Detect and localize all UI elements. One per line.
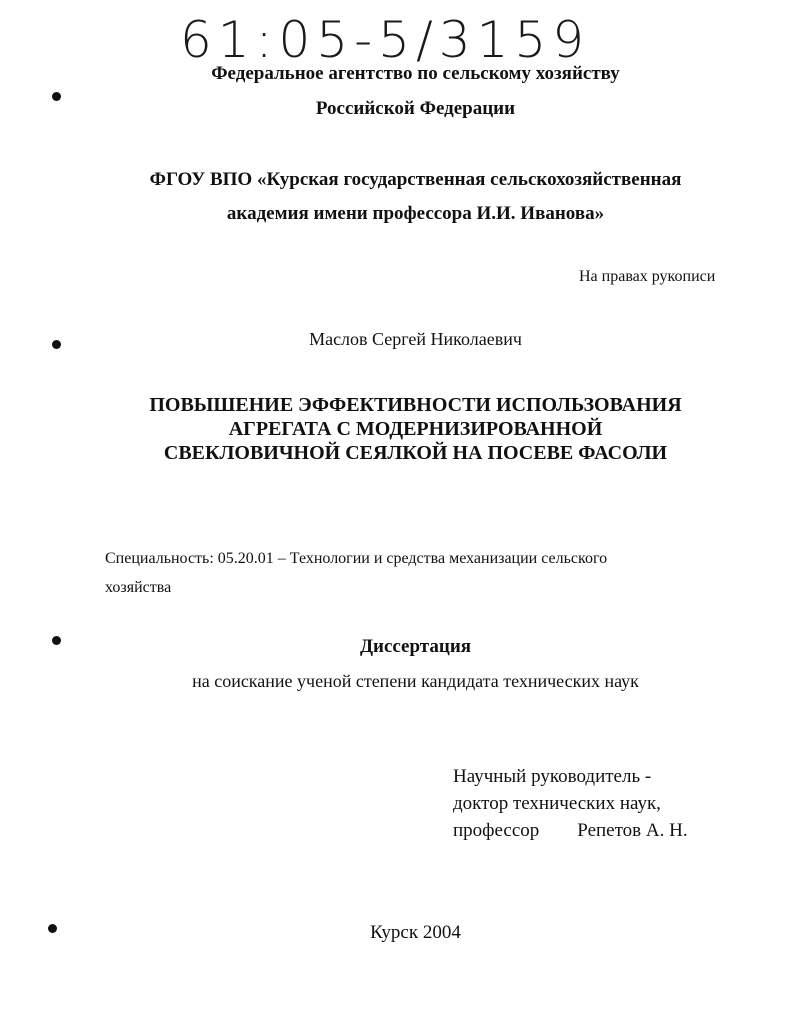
author-name: Маслов Сергей Николаевич	[309, 329, 522, 349]
city-year: Курск 2004	[370, 922, 461, 943]
archive-number: 61:05-5/3159	[180, 11, 591, 69]
agency-line-2: Российской Федерации	[315, 98, 516, 119]
supervisor-role: профессор	[453, 820, 540, 841]
rights-note: На правах рукописи	[579, 268, 716, 285]
specialty-line-1: Специальность: 05.20.01 – Технологии и средства механизации сельского	[105, 550, 608, 567]
supervisor-line-1: Научный руководитель -	[453, 766, 652, 787]
institution-line-2: академия имени профессора И.И. Иванова»	[226, 203, 605, 224]
supervisor-line-3	[453, 817, 688, 844]
supervisor-block	[453, 763, 688, 844]
dissertation-title-line-2: АГРЕГАТА С МОДЕРНИЗИРОВАННОЙ	[228, 418, 603, 440]
institution-line-1: ФГОУ ВПО «Курская государственная сельскохозяйственная	[149, 169, 682, 190]
specialty	[105, 544, 705, 602]
degree-line: на соискание ученой степени кандидата технических наук	[192, 671, 639, 691]
dissertation-title-line-1: ПОВЫШЕНИЕ ЭФФЕКТИВНОСТИ ИСПОЛЬЗОВАНИЯ	[149, 394, 682, 416]
supervisor-line-2: доктор технических наук,	[453, 793, 661, 814]
dissertation-title-line-3: СВЕКЛОВИЧНОЙ СЕЯЛКОЙ НА ПОСЕВЕ ФАСОЛИ	[163, 442, 668, 464]
specialty-line-2: хозяйства	[105, 579, 172, 596]
document-type: Диссертация	[359, 636, 472, 657]
agency-line-1: Федеральное агентство по сельскому хозяйству	[211, 63, 620, 84]
supervisor-name: Репетов А. Н.	[577, 820, 688, 841]
